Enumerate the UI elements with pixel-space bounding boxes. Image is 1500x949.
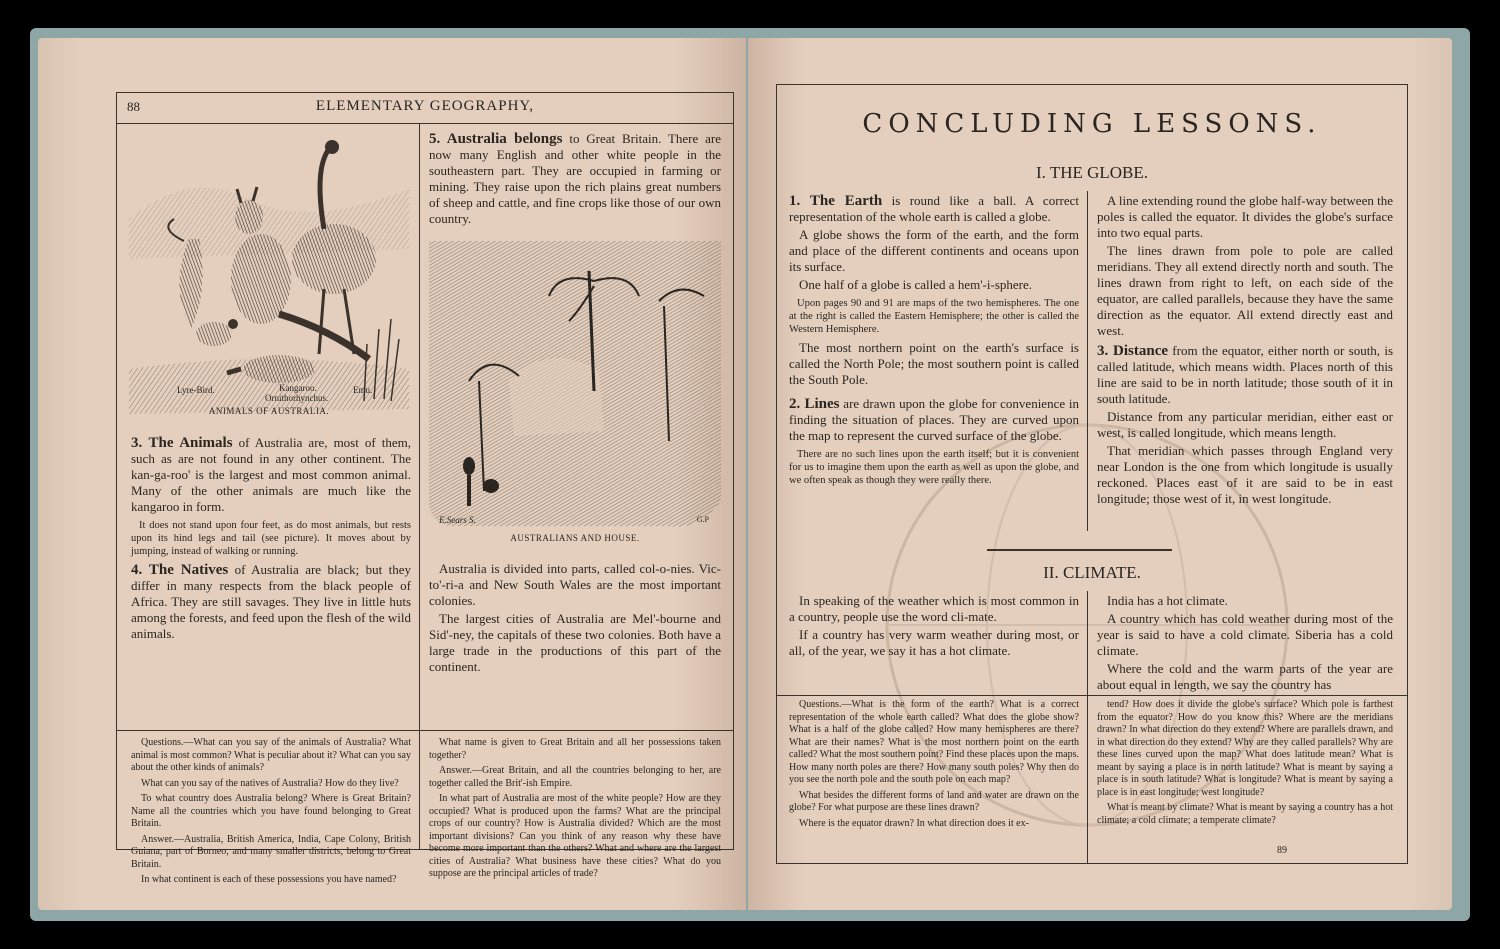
earth-text: is round like a ball. A correct representation of the whole earth is called a globe. [789, 193, 1080, 224]
book [30, 28, 1470, 921]
australians-engraving [429, 241, 721, 533]
distance-paragraph-3: That meridian which passes through England very near London is the one from which longitude is usually reckoned. Places east of it are said to be in east longitude; those west of it, in west longitude. [1097, 443, 1393, 506]
right-page-frame [776, 84, 1408, 864]
earth-note: Upon pages 90 and 91 are maps of the two hemispheres. The one at the right is called the Eastern Hemisphere; the other is called the Western Hemisphere. [789, 298, 1079, 335]
page-number: 89 [1277, 845, 1287, 856]
label-ornithorhynchus: Ornithorhynchus. [265, 393, 329, 403]
questions-divider [777, 695, 1407, 696]
climate-paragraph-3: India has a hot climate. [1107, 593, 1228, 608]
chapter-title: CONCLUDING LESSONS. [862, 109, 1322, 139]
heading-animals: 3. The Animals [131, 435, 233, 451]
climate-paragraph-5: Where the cold and the warm parts of the year are about equal in length, we say the country has [1097, 661, 1393, 692]
question-3: To what country does Australia belong? Where is Great Britain? Name all the countries which you have found belonging to Great Britain. [131, 793, 411, 829]
section-animals [131, 435, 411, 515]
lines-note: There are no such lines upon the earth itself; but it is convenient for us to imagine them upon the earth as well as upon the globe, and we often speak as though they were really there. [789, 449, 1079, 486]
climate-right-column [1097, 593, 1393, 695]
engraver-mark: G.P [696, 515, 709, 524]
question-4: tend? How does it divide the globe's surface? Which pole is farthest from the equator? How do you know this? Where are the meridians drawn? In what direction do they extend? Where are parallels drawn, and in what direction do they extend? Why are they called parallels? Why are these lines curved upon the map? What does latitude mean? What is meant by saying a place is in north latitude? What is meant by saying a place is in south latitude? What is longitude? What is meant by saying a place is in east longitude; west longitude? [1097, 699, 1393, 798]
heading-natives: 4. The Natives [131, 562, 229, 578]
column-divider [419, 123, 420, 730]
running-title: ELEMENTARY GEOGRAPHY, [315, 98, 535, 114]
climate-paragraph-4: A country which has cold weather during most of the year is said to have a cold climate. Siberia has a cold climate. [1097, 611, 1393, 658]
animals-illustration [129, 129, 409, 429]
label-lyre-bird: Lyre-Bird. [177, 385, 215, 395]
climate-paragraph-2: If a country has very warm weather during most, or all, of the year, we say it has a hot climate. [789, 627, 1079, 658]
left-page-frame [116, 92, 734, 885]
question-1: Questions.—What can you say of the animals of Australia? What animal is most common? What is peculiar about it? What can you say about the other kinds of animals? [131, 737, 411, 773]
questions-left-column [131, 737, 411, 890]
question-2: What can you say of the natives of Australia? How do they live? [141, 777, 399, 789]
globe-right-column [1097, 193, 1393, 509]
equator-paragraph-2: The lines drawn from pole to pole are called meridians. They all extend directly north and south. The lines drawn from right to left, on each side of the equator, are called parallels, because they have the same direction as the equator. All extend directly east and west. [1097, 243, 1393, 338]
distance-text: from the equator, either north or south, is called latitude, which means width. Places north of this line are said to be in north latitude; those south of it in south latitude. [1097, 343, 1393, 406]
earth-paragraph-2: A globe shows the form of the earth, and the form and place of the different continents and oceans upon its surface. [789, 227, 1079, 274]
question-3: Where is the equator drawn? In what direction does it ex- [799, 817, 1029, 829]
section-climate-heading: II. CLIMATE. [1043, 563, 1141, 582]
earth-paragraph-3: One half of a globe is called a hem'-i-sphere. [799, 277, 1032, 292]
right-column-top [429, 131, 721, 229]
column-divider-top [1087, 191, 1088, 531]
left-column-text [131, 435, 411, 644]
question-1: Questions.—What is the form of the earth? What is a correct representation of the whole earth called? What does the globe show? What is a half of the globe called? How many hemispheres are there? What are their names? What is the most northern point on the earth called? What the most southern point? Find these places upon the maps. How many north poles are there? How many south poles? Why then do you see the north pole and the south pole on each map? [789, 699, 1079, 785]
page-number: 88 [127, 99, 140, 114]
right-page [748, 38, 1452, 910]
animals-text: of Australia are, most of them, such as are not found in any other continent. The kan-ga-roo' is the largest and most common animal. Many of the other animals are much like the kangaroo in form. [131, 435, 411, 514]
australians-illustration [429, 241, 721, 553]
colonies-paragraph-2: The largest cities of Australia are Mel'-bourne and Sid'-ney, the capitals of these two colonies. Both have a large trade in the productions of this part of the continent. [429, 611, 721, 674]
running-head [117, 93, 733, 124]
colonies-text [429, 561, 721, 677]
climate-left-column [789, 593, 1079, 661]
question-5: In what continent is each of these possessions you have named? [141, 874, 397, 885]
label-emu: Emu. [353, 385, 373, 395]
natives-text: of Australia are black; but they differ in many respects from the black people of Africa. They are still savages. They live in little huts among the forests, and feed upon the flesh of the wild animals. [131, 562, 411, 641]
climate-paragraph-1: In speaking of the weather which is most common in a country, people use the word cli-mate. [789, 593, 1079, 624]
column-divider-bottom [1087, 591, 1088, 863]
belongs-text: to Great Britain. There are now many English and other white people in the southeastern part. They are occupied in farming or mining. They raise upon the rich plains great numbers of sheep and cattle, and fine crops like those of our own country. [429, 131, 722, 226]
heading-distance: 3. Distance [1097, 343, 1169, 359]
heading-lines: 2. Lines [789, 396, 840, 412]
engraver-signature: E.Sears S. [439, 515, 476, 525]
section-earth [789, 193, 1079, 225]
question-5: What is meant by climate? What is meant by saying a country has a hot climate; a cold climate; a temperate climate? [1097, 802, 1393, 826]
heading-earth: 1. The Earth [789, 193, 883, 209]
equator-paragraph-1: A line extending round the globe half-way between the poles is called the equator. It divides the globe's surface into two equal parts. [1097, 193, 1393, 240]
colonies-paragraph-1: Australia is divided into parts, called col-o-nies. Vic-to'-ri-a and New South Wales are the most important colonies. [429, 561, 721, 608]
earth-paragraph-4: The most northern point on the earth's surface is called the North Pole; the most southern point is called the South Pole. [789, 340, 1079, 387]
section-natives [131, 562, 411, 642]
questions-divider [117, 730, 733, 731]
animals-engraving [129, 129, 409, 419]
question-8: In what part of Australia are most of the white people? How are they occupied? What is produced upon the farms? What are the principal crops of our country? How is Australia divided? Which are the most important divisions? Can you think of any reason why these have become more important than the others? What and where are the largest cities of Australia? What business have these cities? What do you suppose are the principal articles of trade? [429, 793, 721, 879]
question-7: Answer.—Great Britain, and all the countries belonging to her, are together called the Brit'-ish Empire. [429, 765, 721, 789]
section-lines [789, 396, 1079, 444]
section-globe-heading: I. THE GLOBE. [1035, 163, 1149, 182]
label-kangaroo: Kangaroo. [279, 383, 317, 393]
fig2-caption: AUSTRALIANS AND HOUSE. [510, 533, 640, 543]
section-rule [987, 549, 1172, 551]
fig1-caption: ANIMALS OF AUSTRALIA. [208, 406, 330, 416]
left-page [38, 38, 746, 910]
question-4: Answer.—Australia, British America, India, Cape Colony, British Guiana, part of Borneo, and many smaller districts, belong to Great Britain. [131, 833, 411, 870]
lines-text: are drawn upon the globe for convenience in finding the situation of places. They are curved upon the map to represent the curved surface of the globe. [789, 396, 1079, 443]
questions-right-column [1097, 699, 1393, 830]
section-belongs [429, 131, 721, 227]
questions-left-column [789, 699, 1079, 833]
section-distance [1097, 343, 1393, 407]
globe-left-column [789, 193, 1079, 491]
questions-column-divider [419, 730, 420, 849]
distance-paragraph-2: Distance from any particular meridian, either east or west, is called longitude, which means length. [1097, 409, 1393, 440]
question-6: What name is given to Great Britain and all her possessions taken together? [429, 737, 721, 761]
question-2: What besides the different forms of land and water are drawn on the globe? For what purpose are these lines drawn? [789, 789, 1079, 813]
heading-belongs: 5. Australia belongs [429, 131, 563, 147]
animals-note: It does not stand upon four feet, as do most animals, but rests upon its hind legs and tail (see picture). It moves about by jumping, instead of walking or running. [131, 520, 411, 557]
questions-right-column [429, 737, 721, 884]
